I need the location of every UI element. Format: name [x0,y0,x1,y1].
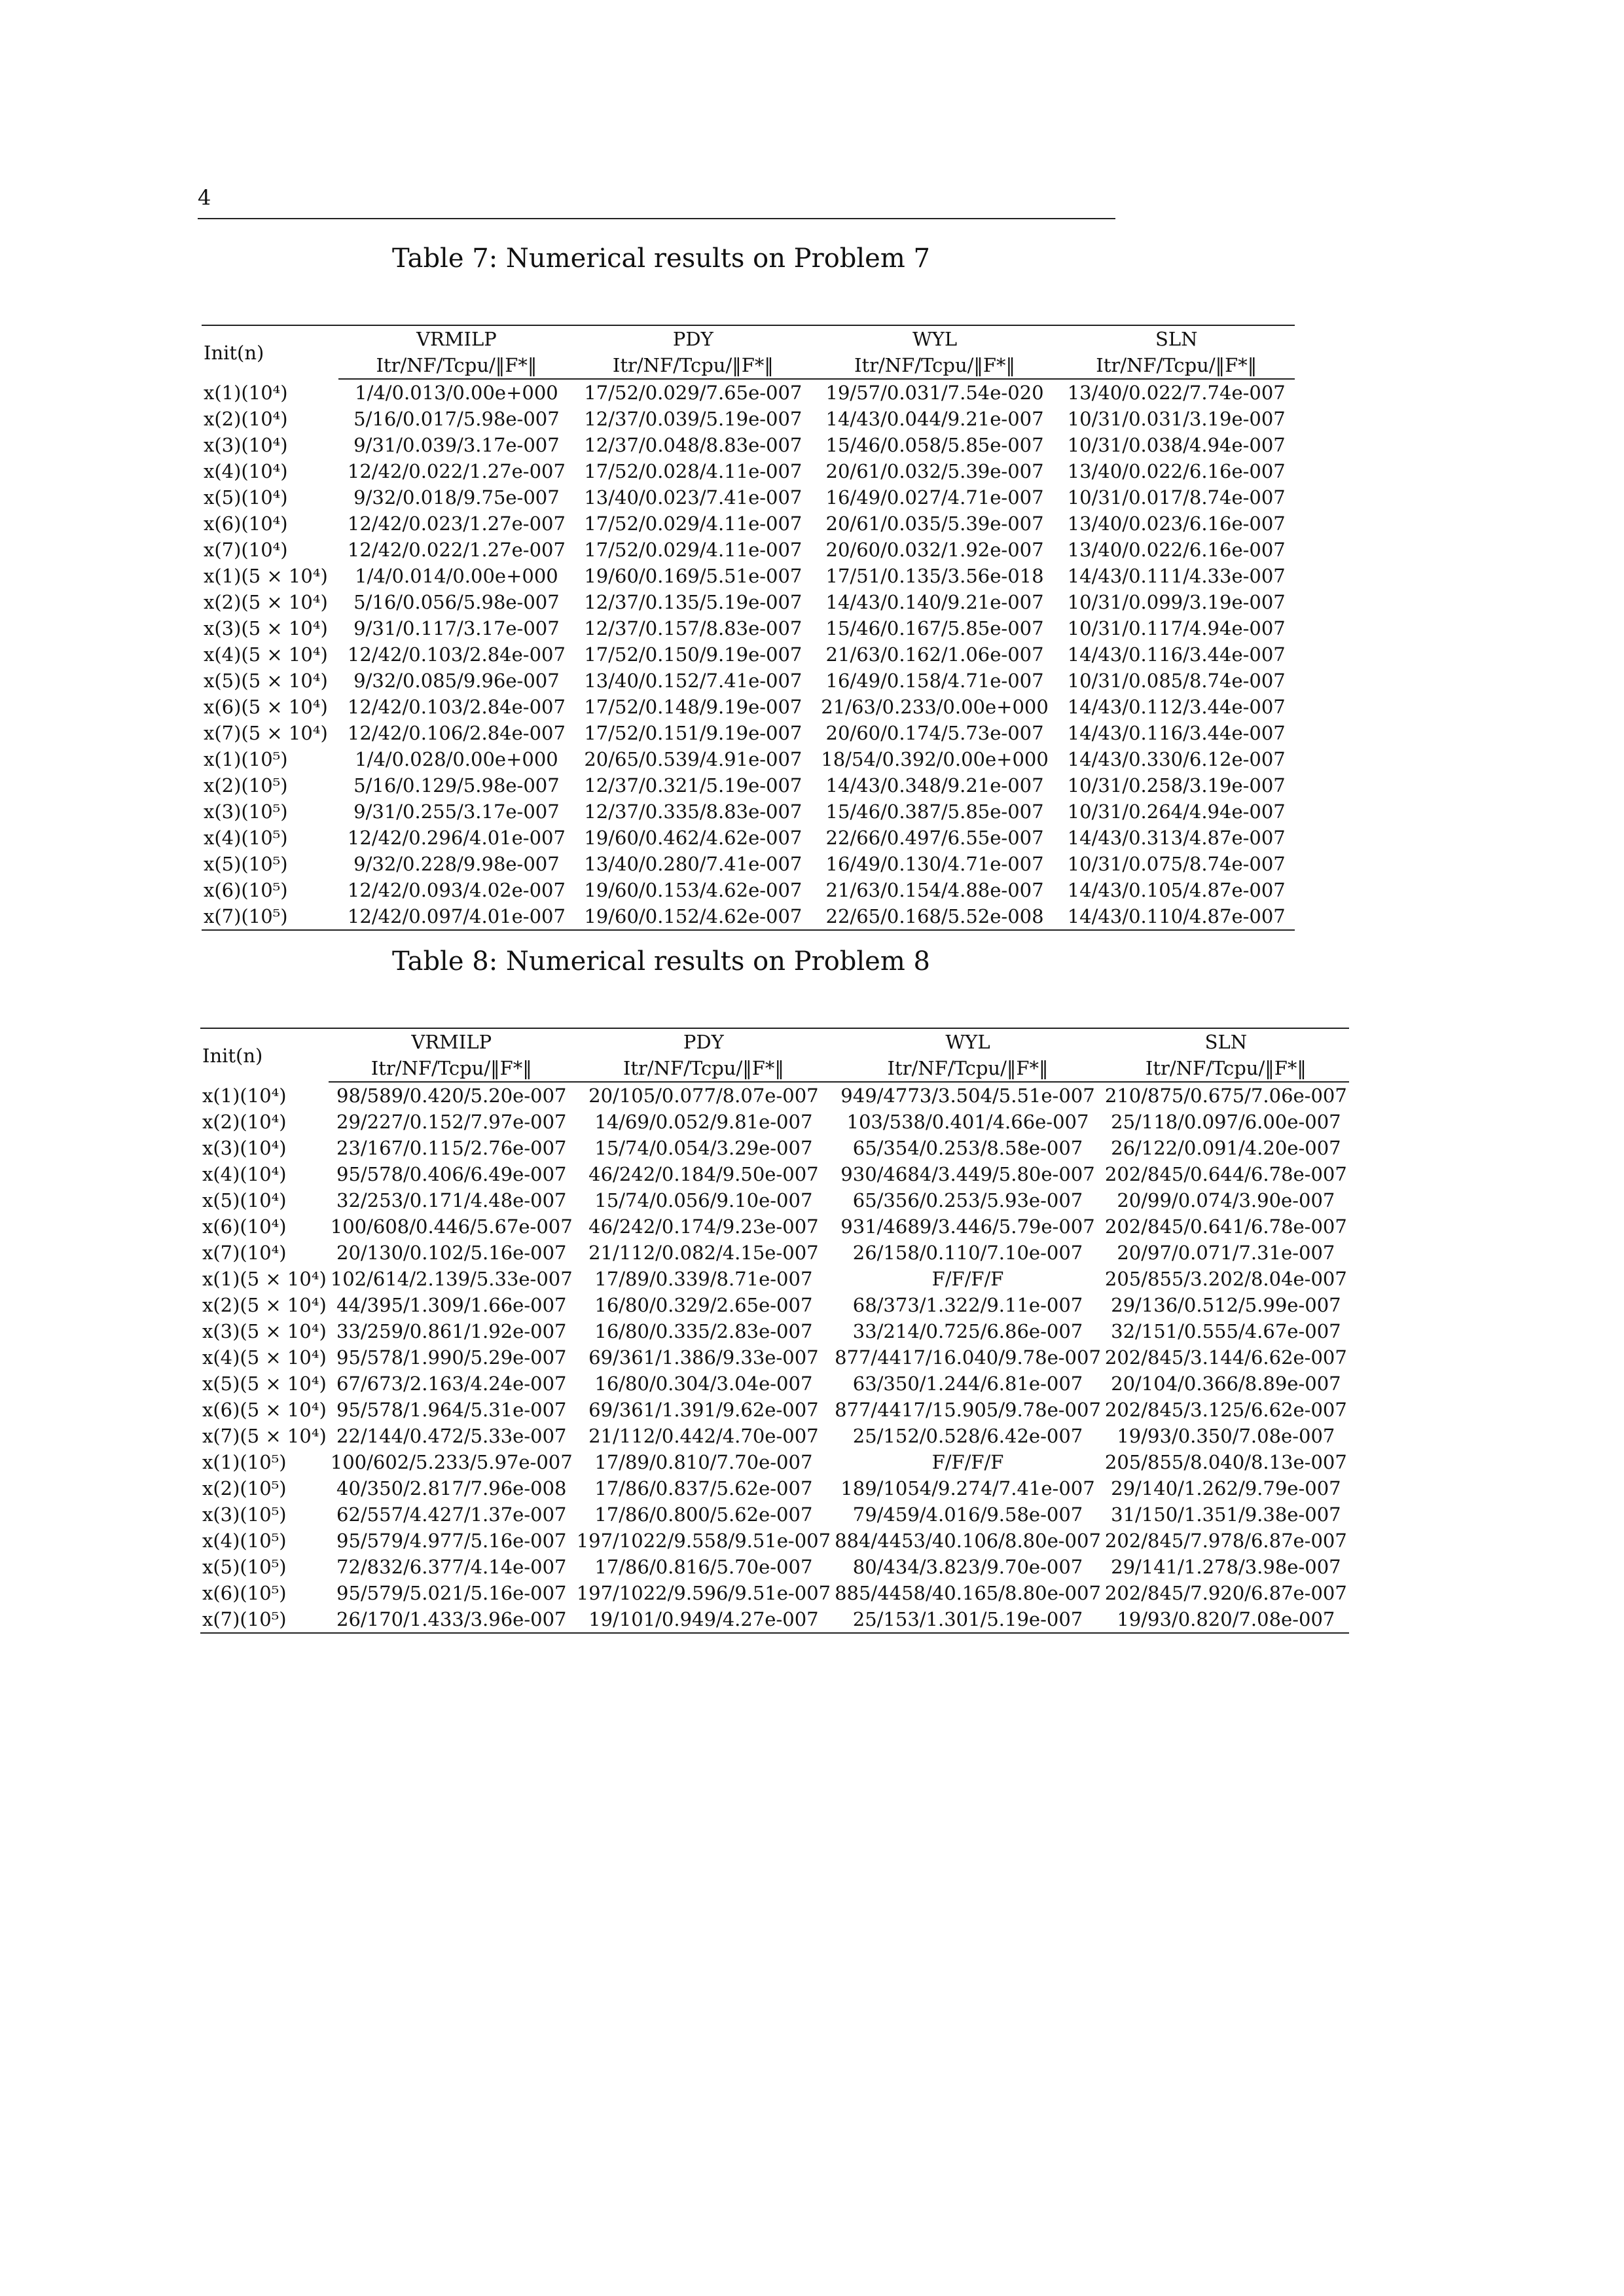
result-cell: 33/214/0.725/6.86e-007 [852,1320,1083,1342]
result-cell: 202/845/7.920/6.87e-007 [1104,1582,1347,1604]
table-row [200,1397,1349,1423]
result-cell: 15/46/0.387/5.85e-007 [825,800,1044,823]
result-cell: 10/31/0.017/8.74e-007 [1067,486,1286,509]
init-point-cell: x(5)(10⁵) [202,1556,287,1578]
init-point-cell: x(1)(5 × 10⁴) [204,565,328,587]
result-cell: 202/845/3.144/6.62e-007 [1104,1346,1347,1369]
result-cell: 46/242/0.184/9.50e-007 [588,1163,819,1185]
table-row [202,798,1295,825]
result-cell: 20/105/0.077/8.07e-007 [588,1085,819,1107]
init-point-cell: x(4)(5 × 10⁴) [204,643,328,666]
init-point-cell: x(4)(5 × 10⁴) [202,1346,327,1369]
result-cell: 12/42/0.022/1.27e-007 [347,460,566,482]
result-cell: 10/31/0.099/3.19e-007 [1067,591,1286,613]
init-point-cell: x(7)(10⁵) [200,1606,329,1633]
result-cell: 18/54/0.392/0.00e+000 [821,748,1049,770]
result-cell: 14/69/0.052/9.81e-007 [594,1111,813,1133]
init-point-cell: x(2)(10⁵) [204,774,288,797]
result-cell: 17/89/0.339/8.71e-007 [594,1268,813,1290]
result-cell: 21/112/0.442/4.70e-007 [588,1425,819,1447]
table-row [202,851,1295,877]
result-cell: 20/99/0.074/3.90e-007 [1117,1189,1335,1211]
result-cell: 16/49/0.130/4.71e-007 [825,853,1044,875]
result-cell: 21/63/0.162/1.06e-007 [825,643,1044,666]
result-cell: 17/52/0.029/7.65e-007 [584,382,803,404]
result-cell: 12/42/0.093/4.02e-007 [347,879,566,901]
result-cell: 100/602/5.233/5.97e-007 [330,1451,573,1473]
result-cell: 95/578/1.990/5.29e-007 [336,1346,567,1369]
result-cell: 67/673/2.163/4.24e-007 [336,1372,567,1395]
result-cell: 44/395/1.309/1.66e-007 [336,1294,567,1316]
table-row [202,825,1295,851]
result-cell: 12/37/0.157/8.83e-007 [584,617,803,639]
result-cell: 205/855/3.202/8.04e-007 [1104,1268,1347,1290]
result-cell: 949/4773/3.504/5.51e-007 [840,1085,1095,1107]
result-cell: 14/43/0.105/4.87e-007 [1067,879,1286,901]
result-cell: 884/4453/40.106/8.80e-007 [835,1530,1101,1552]
table-row [202,903,1295,930]
result-cell: 13/40/0.023/7.41e-007 [584,486,803,509]
result-cell: 12/42/0.106/2.84e-007 [347,722,566,744]
init-point-cell: x(5)(10⁵) [204,853,288,875]
result-cell: 12/37/0.135/5.19e-007 [584,591,803,613]
result-cell: 20/61/0.032/5.39e-007 [825,460,1044,482]
result-cell: 21/112/0.082/4.15e-007 [588,1242,819,1264]
result-cell: 80/434/3.823/9.70e-007 [852,1556,1083,1578]
result-cell: 202/845/0.644/6.78e-007 [1104,1163,1347,1185]
result-cell: 46/242/0.174/9.23e-007 [588,1215,819,1238]
table-row [200,1580,1349,1606]
init-point-cell: x(5)(5 × 10⁴) [204,670,328,692]
result-cell: 9/32/0.085/9.96e-007 [353,670,560,692]
table-row [202,746,1295,772]
result-cell: 16/80/0.329/2.65e-007 [594,1294,813,1316]
init-point-cell: x(2)(5 × 10⁴) [202,1294,327,1316]
result-cell: 10/31/0.117/4.94e-007 [1067,617,1286,639]
result-cell: 16/49/0.158/4.71e-007 [825,670,1044,692]
init-header: Init(n) [202,325,338,379]
table-row [200,1528,1349,1554]
table-row [200,1554,1349,1580]
init-point-cell: x(3)(10⁵) [202,1503,287,1526]
table-row [202,720,1295,746]
table-row [202,772,1295,798]
result-cell: 15/74/0.056/9.10e-007 [594,1189,813,1211]
table-8-caption: Table 8: Numerical results on Problem 8 [392,946,930,977]
init-point-cell: x(7)(10⁴) [202,1242,287,1264]
table-row [202,668,1295,694]
result-cell: 1/4/0.028/0.00e+000 [355,748,558,770]
metric-header: Itr/NF/Tcpu/‖F*‖ [812,352,1058,379]
init-point-cell: x(1)(10⁵) [202,1451,287,1473]
init-point-cell: x(1)(10⁵) [204,748,288,770]
result-cell: 9/31/0.039/3.17e-007 [353,434,560,456]
result-cell: 12/42/0.022/1.27e-007 [347,539,566,561]
table-row [202,563,1295,589]
result-cell: 31/150/1.351/9.38e-007 [1111,1503,1341,1526]
table-7 [202,325,1295,931]
table-row [200,1135,1349,1161]
result-cell: 19/60/0.153/4.62e-007 [584,879,803,901]
result-cell: 13/40/0.023/6.16e-007 [1067,512,1286,535]
method-header: SLN [1058,325,1295,352]
result-cell: 22/144/0.472/5.33e-007 [336,1425,567,1447]
result-cell: 12/42/0.296/4.01e-007 [347,827,566,849]
result-cell: 17/52/0.151/9.19e-007 [584,722,803,744]
result-cell: 5/16/0.129/5.98e-007 [353,774,560,797]
result-cell: 69/361/1.386/9.33e-007 [588,1346,819,1369]
result-cell: 69/361/1.391/9.62e-007 [588,1399,819,1421]
result-cell: 62/557/4.427/1.37e-007 [336,1503,567,1526]
result-cell: 40/350/2.817/7.96e-008 [336,1477,567,1499]
init-point-cell: x(3)(10⁴) [204,434,288,456]
table-row [202,484,1295,511]
table-row [200,1606,1349,1633]
result-cell: 23/167/0.115/2.76e-007 [336,1137,567,1159]
table-row [200,1187,1349,1213]
result-cell: 17/52/0.028/4.11e-007 [584,460,803,482]
init-point-cell: x(3)(5 × 10⁴) [204,617,328,639]
result-cell: 931/4689/3.446/5.79e-007 [840,1215,1095,1238]
result-cell: 95/578/0.406/6.49e-007 [336,1163,567,1185]
result-cell: 15/74/0.054/3.29e-007 [594,1137,813,1159]
result-cell: 12/37/0.321/5.19e-007 [584,774,803,797]
init-point-cell: x(7)(10⁵) [202,903,338,930]
table-row [200,1292,1349,1318]
init-point-cell: x(6)(10⁴) [204,512,288,535]
result-cell: 9/31/0.117/3.17e-007 [353,617,560,639]
result-cell: 14/43/0.116/3.44e-007 [1067,722,1286,744]
result-cell: 16/80/0.304/3.04e-007 [594,1372,813,1395]
table-8 [200,1028,1349,1634]
result-cell: 14/43/0.112/3.44e-007 [1067,696,1286,718]
result-cell: 79/459/4.016/9.58e-007 [852,1503,1083,1526]
result-cell: 19/60/0.462/4.62e-007 [584,827,803,849]
init-point-cell: x(7)(10⁴) [204,539,288,561]
init-point-cell: x(6)(10⁴) [202,1215,287,1238]
metric-header: Itr/NF/Tcpu/‖F*‖ [329,1055,575,1082]
result-cell: 202/845/0.641/6.78e-007 [1104,1215,1347,1238]
result-cell: F/F/F/F [931,1268,1004,1290]
result-cell: 197/1022/9.596/9.51e-007 [576,1582,831,1604]
header-rule [198,218,1115,219]
result-cell: 10/31/0.258/3.19e-007 [1067,774,1286,797]
init-point-cell: x(2)(5 × 10⁴) [204,591,328,613]
result-cell: 25/152/0.528/6.42e-007 [852,1425,1083,1447]
result-cell: 33/259/0.861/1.92e-007 [336,1320,567,1342]
result-cell: 14/43/0.111/4.33e-007 [1067,565,1286,587]
result-cell: 65/354/0.253/8.58e-007 [852,1137,1083,1159]
result-cell: 13/40/0.022/7.74e-007 [1067,382,1286,404]
result-cell: 102/614/2.139/5.33e-007 [330,1268,573,1290]
result-cell: 20/104/0.366/8.89e-007 [1111,1372,1341,1395]
result-cell: 63/350/1.244/6.81e-007 [852,1372,1083,1395]
init-point-cell: x(4)(10⁵) [204,827,288,849]
table-row [200,1082,1349,1109]
result-cell: 19/93/0.350/7.08e-007 [1117,1425,1335,1447]
result-cell: 98/589/0.420/5.20e-007 [336,1085,567,1107]
init-point-cell: x(7)(5 × 10⁴) [204,722,328,744]
result-cell: 10/31/0.038/4.94e-007 [1067,434,1286,456]
table-row [200,1501,1349,1528]
init-point-cell: x(5)(10⁴) [204,486,288,509]
result-cell: 20/61/0.035/5.39e-007 [825,512,1044,535]
result-cell: 877/4417/16.040/9.78e-007 [835,1346,1101,1369]
init-point-cell: x(6)(10⁵) [204,879,288,901]
result-cell: 19/57/0.031/7.54e-020 [825,382,1044,404]
table-row [200,1161,1349,1187]
result-cell: 19/101/0.949/4.27e-007 [575,1606,833,1633]
table-row [200,1240,1349,1266]
result-cell: 12/42/0.097/4.01e-007 [338,903,575,930]
init-point-cell: x(4)(10⁵) [202,1530,287,1552]
result-cell: 10/31/0.075/8.74e-007 [1067,853,1286,875]
table-row [200,1344,1349,1371]
result-cell: 14/43/0.348/9.21e-007 [825,774,1044,797]
result-cell: 13/40/0.022/6.16e-007 [1067,539,1286,561]
init-point-cell: x(1)(10⁴) [202,1084,287,1107]
result-cell: 21/63/0.154/4.88e-007 [825,879,1044,901]
result-cell: 10/31/0.085/8.74e-007 [1067,670,1286,692]
result-cell: 17/86/0.816/5.70e-007 [594,1556,813,1578]
metric-header: Itr/NF/Tcpu/‖F*‖ [575,1055,833,1082]
result-cell: 17/86/0.800/5.62e-007 [594,1503,813,1526]
result-cell: 17/52/0.029/4.11e-007 [584,539,803,561]
method-header: VRMILP [329,1028,575,1055]
result-cell: 9/32/0.228/9.98e-007 [353,853,560,875]
result-cell: 29/140/1.262/9.79e-007 [1111,1477,1341,1499]
result-cell: 14/43/0.044/9.21e-007 [825,408,1044,430]
result-cell: 103/538/0.401/4.66e-007 [846,1111,1089,1133]
result-cell: 14/43/0.313/4.87e-007 [1067,827,1286,849]
init-point-cell: x(3)(5 × 10⁴) [202,1320,327,1342]
result-cell: 22/65/0.168/5.52e-008 [812,903,1058,930]
table-row [202,432,1295,458]
result-cell: 1/4/0.013/0.00e+000 [355,382,558,404]
init-point-cell: x(6)(5 × 10⁴) [204,696,328,718]
result-cell: 29/141/1.278/3.98e-007 [1111,1556,1341,1578]
table-row [200,1213,1349,1240]
init-point-cell: x(7)(5 × 10⁴) [202,1425,327,1447]
metric-header: Itr/NF/Tcpu/‖F*‖ [1058,352,1295,379]
result-cell: 12/37/0.048/8.83e-007 [584,434,803,456]
result-cell: 10/31/0.031/3.19e-007 [1067,408,1286,430]
table-row [202,511,1295,537]
table-row [202,877,1295,903]
table-row [202,589,1295,615]
result-cell: 14/43/0.116/3.44e-007 [1067,643,1286,666]
result-cell: 25/118/0.097/6.00e-007 [1111,1111,1341,1133]
result-cell: 20/60/0.174/5.73e-007 [825,722,1044,744]
table-row [202,406,1295,432]
method-header: PDY [575,325,811,352]
result-cell: 5/16/0.056/5.98e-007 [353,591,560,613]
init-point-cell: x(4)(10⁴) [204,460,288,482]
table-row [200,1109,1349,1135]
method-header: SLN [1103,1028,1349,1055]
result-cell: 1/4/0.014/0.00e+000 [355,565,558,587]
result-cell: 17/52/0.029/4.11e-007 [584,512,803,535]
metric-header: Itr/NF/Tcpu/‖F*‖ [833,1055,1103,1082]
result-cell: 72/832/6.377/4.14e-007 [336,1556,567,1578]
result-cell: F/F/F/F [931,1451,1004,1473]
table-row [202,458,1295,484]
result-cell: 10/31/0.264/4.94e-007 [1067,800,1286,823]
table-row [200,1318,1349,1344]
result-cell: 17/52/0.148/9.19e-007 [584,696,803,718]
table-row [202,615,1295,641]
result-cell: 202/845/3.125/6.62e-007 [1104,1399,1347,1421]
result-cell: 20/97/0.071/7.31e-007 [1117,1242,1335,1264]
result-cell: 95/579/4.977/5.16e-007 [336,1530,567,1552]
result-cell: 26/158/0.110/7.10e-007 [852,1242,1083,1264]
result-cell: 26/170/1.433/3.96e-007 [329,1606,575,1633]
result-cell: 12/37/0.039/5.19e-007 [584,408,803,430]
page-number: 4 [198,185,211,210]
result-cell: 877/4417/15.905/9.78e-007 [835,1399,1101,1421]
result-cell: 14/43/0.110/4.87e-007 [1058,903,1295,930]
init-point-cell: x(2)(10⁵) [202,1477,287,1499]
init-point-cell: x(3)(10⁴) [202,1137,287,1159]
metric-header: Itr/NF/Tcpu/‖F*‖ [338,352,575,379]
table-row [200,1371,1349,1397]
init-point-cell: x(5)(5 × 10⁴) [202,1372,327,1395]
result-cell: 20/65/0.539/4.91e-007 [584,748,803,770]
init-point-cell: x(6)(10⁵) [202,1582,287,1604]
table-row [202,537,1295,563]
result-cell: 13/40/0.280/7.41e-007 [584,853,803,875]
result-cell: 17/86/0.837/5.62e-007 [594,1477,813,1499]
result-cell: 17/89/0.810/7.70e-007 [594,1451,813,1473]
result-cell: 9/32/0.018/9.75e-007 [353,486,560,509]
table-row [202,641,1295,668]
method-header: WYL [812,325,1058,352]
result-cell: 21/63/0.233/0.00e+000 [821,696,1049,718]
metric-header: Itr/NF/Tcpu/‖F*‖ [1103,1055,1349,1082]
table-row [200,1475,1349,1501]
result-cell: 5/16/0.017/5.98e-007 [353,408,560,430]
result-cell: 205/855/8.040/8.13e-007 [1104,1451,1347,1473]
init-point-cell: x(6)(5 × 10⁴) [202,1399,327,1421]
metric-header: Itr/NF/Tcpu/‖F*‖ [575,352,811,379]
method-header: PDY [575,1028,833,1055]
result-cell: 12/42/0.103/2.84e-007 [347,643,566,666]
result-cell: 14/43/0.140/9.21e-007 [825,591,1044,613]
result-cell: 14/43/0.330/6.12e-007 [1067,748,1286,770]
result-cell: 32/151/0.555/4.67e-007 [1111,1320,1341,1342]
result-cell: 885/4458/40.165/8.80e-007 [835,1582,1101,1604]
result-cell: 22/66/0.497/6.55e-007 [825,827,1044,849]
result-cell: 930/4684/3.449/5.80e-007 [840,1163,1095,1185]
result-cell: 19/60/0.152/4.62e-007 [575,903,811,930]
init-point-cell: x(1)(5 × 10⁴) [202,1268,327,1290]
init-point-cell: x(1)(10⁴) [204,381,288,404]
table-row [202,694,1295,720]
result-cell: 29/136/0.512/5.99e-007 [1111,1294,1341,1316]
result-cell: 32/253/0.171/4.48e-007 [336,1189,567,1211]
result-cell: 20/130/0.102/5.16e-007 [336,1242,567,1264]
result-cell: 100/608/0.446/5.67e-007 [330,1215,573,1238]
table-7-caption: Table 7: Numerical results on Problem 7 [392,243,930,274]
table-row [202,379,1295,406]
result-cell: 17/52/0.150/9.19e-007 [584,643,803,666]
method-header: WYL [833,1028,1103,1055]
result-cell: 68/373/1.322/9.11e-007 [852,1294,1083,1316]
init-point-cell: x(2)(10⁴) [204,408,288,430]
result-cell: 9/31/0.255/3.17e-007 [353,800,560,823]
result-cell: 26/122/0.091/4.20e-007 [1111,1137,1341,1159]
init-header: Init(n) [200,1028,329,1082]
init-point-cell: x(4)(10⁴) [202,1163,287,1185]
result-cell: 17/51/0.135/3.56e-018 [825,565,1044,587]
table-row [200,1449,1349,1475]
result-cell: 19/60/0.169/5.51e-007 [584,565,803,587]
table-row [200,1266,1349,1292]
result-cell: 13/40/0.022/6.16e-007 [1067,460,1286,482]
result-cell: 12/37/0.335/8.83e-007 [584,800,803,823]
result-cell: 20/60/0.032/1.92e-007 [825,539,1044,561]
result-cell: 197/1022/9.558/9.51e-007 [576,1530,831,1552]
result-cell: 12/42/0.103/2.84e-007 [347,696,566,718]
result-cell: 15/46/0.167/5.85e-007 [825,617,1044,639]
init-point-cell: x(5)(10⁴) [202,1189,287,1211]
init-point-cell: x(3)(10⁵) [204,800,288,823]
result-cell: 202/845/7.978/6.87e-007 [1104,1530,1347,1552]
result-cell: 95/579/5.021/5.16e-007 [336,1582,567,1604]
result-cell: 189/1054/9.274/7.41e-007 [840,1477,1095,1499]
result-cell: 65/356/0.253/5.93e-007 [852,1189,1083,1211]
result-cell: 16/49/0.027/4.71e-007 [825,486,1044,509]
result-cell: 95/578/1.964/5.31e-007 [336,1399,567,1421]
result-cell: 12/42/0.023/1.27e-007 [347,512,566,535]
result-cell: 13/40/0.152/7.41e-007 [584,670,803,692]
init-point-cell: x(2)(10⁴) [202,1111,287,1133]
result-cell: 210/875/0.675/7.06e-007 [1104,1085,1347,1107]
method-header: VRMILP [338,325,575,352]
result-cell: 29/227/0.152/7.97e-007 [336,1111,567,1133]
result-cell: 19/93/0.820/7.08e-007 [1103,1606,1349,1633]
result-cell: 16/80/0.335/2.83e-007 [594,1320,813,1342]
table-row [200,1423,1349,1449]
result-cell: 15/46/0.058/5.85e-007 [825,434,1044,456]
result-cell: 25/153/1.301/5.19e-007 [833,1606,1103,1633]
